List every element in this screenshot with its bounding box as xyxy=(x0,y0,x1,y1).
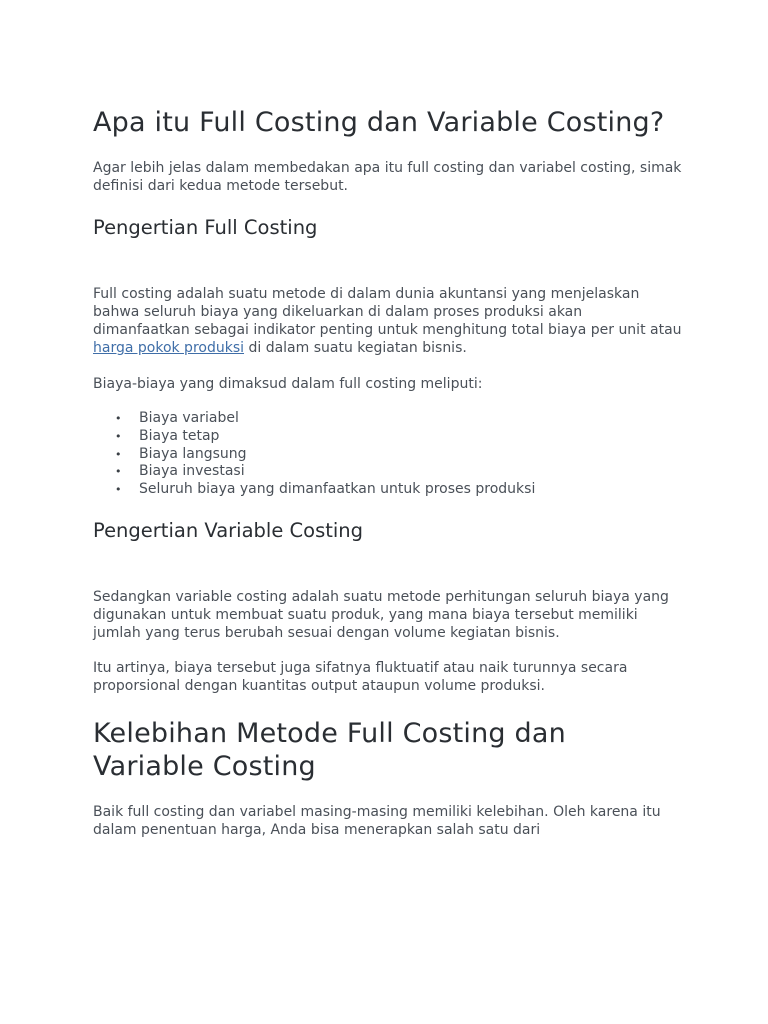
bullet-icon: • xyxy=(115,465,122,479)
list-item xyxy=(115,427,683,446)
list-item-text: Biaya langsung xyxy=(139,445,247,462)
bullet-icon: • xyxy=(115,447,122,461)
bullet-icon: • xyxy=(115,429,122,443)
article xyxy=(93,106,683,839)
variable-costing-heading: Pengertian Variable Costing xyxy=(93,518,364,542)
biaya-list xyxy=(93,410,683,499)
variable-costing-paragraph-2: Itu artinya, biaya tersebut juga sifatnya fluktuatif atau naik turunnya secara proporsional dengan kuantitas output ataupun volume produksi. xyxy=(93,659,628,694)
list-item-text: Seluruh biaya yang dimanfaatkan untuk proses produksi xyxy=(139,481,536,498)
biaya-list-intro: Biaya-biaya yang dimaksud dalam full costing meliputi: xyxy=(93,376,483,392)
page-title: Apa itu Full Costing dan Variable Costing? xyxy=(93,107,665,138)
bullet-icon: • xyxy=(115,412,122,425)
variable-costing-paragraph-1: Sedangkan variable costing adalah suatu metode perhitungan seluruh biaya yang digunakan untuk membuat suatu produk, yang mana biaya tersebut memiliki jumlah yang terus berubah sesuai dengan volume kegiatan bisnis. xyxy=(93,588,669,641)
kelebihan-title: Kelebihan Metode Full Costing dan Variable Costing xyxy=(93,717,566,782)
harga-pokok-produksi-link[interactable]: harga pokok produksi xyxy=(93,340,245,356)
list-item xyxy=(115,410,683,428)
list-item xyxy=(115,463,683,481)
full-costing-text-after-link: di dalam suatu kegiatan bisnis. xyxy=(244,340,467,356)
full-costing-paragraph xyxy=(93,285,683,357)
full-costing-heading: Pengertian Full Costing xyxy=(93,216,318,239)
list-item xyxy=(115,481,683,499)
full-costing-text-before-link: Full costing adalah suatu metode di dalam dunia akuntansi yang menjelaskan bahwa seluruh biaya yang dikeluarkan di dalam proses produksi akan dimanfaatkan sebagai indikator penting untuk menghitung total biaya per unit atau xyxy=(93,286,682,338)
list-item xyxy=(115,445,683,464)
list-item-text: Biaya investasi xyxy=(139,463,245,480)
kelebihan-paragraph: Baik full costing dan variabel masing-masing memiliki kelebihan. Oleh karena itu dalam penentuan harga, Anda bisa menerapkan salah satu dari xyxy=(93,803,661,838)
list-item-text: Biaya variabel xyxy=(139,410,239,426)
bullet-icon: • xyxy=(115,483,122,497)
list-item-text: Biaya tetap xyxy=(139,427,220,444)
intro-paragraph: Agar lebih jelas dalam membedakan apa itu full costing dan variabel costing, simak definisi dari kedua metode tersebut. xyxy=(93,160,682,194)
